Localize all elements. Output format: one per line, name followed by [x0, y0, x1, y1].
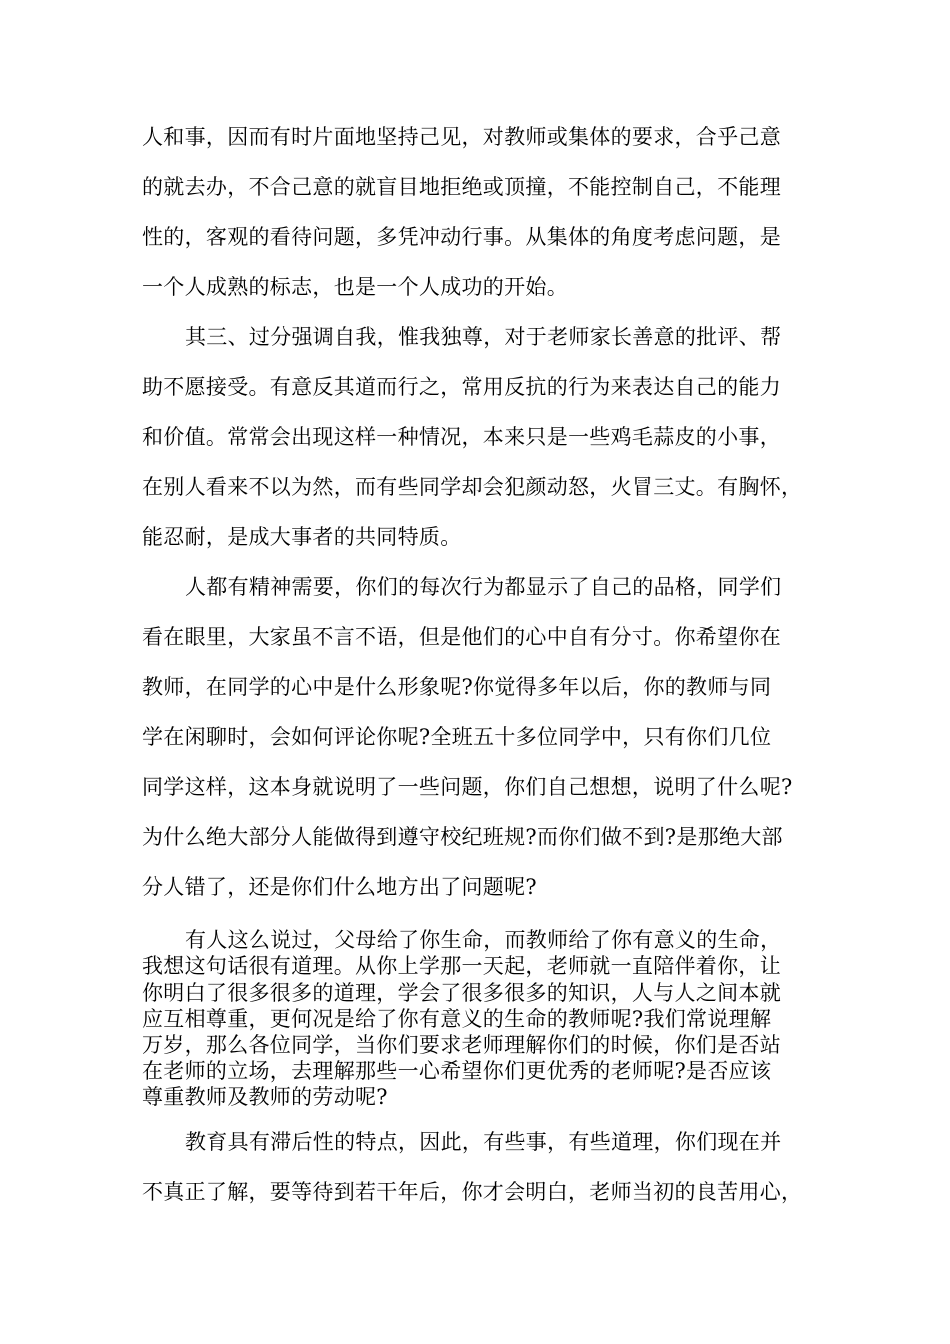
text-line: 万岁，那么各位同学，当你们要求老师理解你们的时候，你们是否站	[142, 1033, 781, 1057]
text-line: 助不愿接受。有意反其道而行之，常用反抗的行为来表达自己的能力	[142, 375, 781, 399]
text-line: 教师，在同学的心中是什么形象呢?你觉得多年以后，你的教师与同	[142, 675, 772, 699]
text-line: 一个人成熟的标志，也是一个人成功的开始。	[142, 275, 568, 299]
text-line: 在老师的立场，去理解那些一心希望你们更优秀的老师呢?是否应该	[142, 1059, 772, 1083]
text-line: 其三、过分强调自我，惟我独尊，对于老师家长善意的批评、帮	[185, 325, 782, 349]
text-line: 人都有精神需要，你们的每次行为都显示了自己的品格，同学们	[185, 575, 782, 599]
text-line: 尊重教师及教师的劳动呢?	[142, 1085, 388, 1109]
text-line: 不真正了解，要等待到若干年后，你才会明白，老师当初的良苦用心，	[142, 1180, 803, 1204]
text-line: 同学这样，这本身就说明了一些问题，你们自己想想，说明了什么呢?	[142, 775, 793, 799]
text-line: 分人错了，还是你们什么地方出了问题呢?	[142, 875, 537, 899]
text-line: 教育具有滞后性的特点，因此，有些事，有些道理，你们现在并	[185, 1130, 782, 1154]
text-line: 人和事，因而有时片面地坚持己见，对教师或集体的要求，合乎己意	[142, 125, 781, 149]
text-line: 应互相尊重，更何况是给了你有意义的生命的教师呢?我们常说理解	[142, 1007, 772, 1031]
text-line: 在别人看来不以为然，而有些同学却会犯颜动怒，火冒三丈。有胸怀，	[142, 475, 803, 499]
text-line: 有人这么说过，父母给了你生命，而教师给了你有意义的生命，	[185, 928, 782, 952]
text-line: 看在眼里，大家虽不言不语，但是他们的心中自有分寸。你希望你在	[142, 625, 781, 649]
text-line: 为什么绝大部分人能做得到遵守校纪班规?而你们做不到?是那绝大部	[142, 825, 783, 849]
text-line: 能忍耐，是成大事者的共同特质。	[142, 525, 462, 549]
text-line: 学在闲聊时，会如何评论你呢?全班五十多位同学中，只有你们几位	[142, 725, 772, 749]
text-line: 我想这句话很有道理。从你上学那一天起，老师就一直陪伴着你，让	[142, 954, 781, 978]
text-line: 你明白了很多很多的道理，学会了很多很多的知识，人与人之间本就	[142, 981, 781, 1005]
text-line: 性的，客观的看待问题，多凭冲动行事。从集体的角度考虑问题，是	[142, 225, 781, 249]
text-line: 的就去办，不合己意的就盲目地拒绝或顶撞，不能控制自己，不能理	[142, 175, 781, 199]
text-line: 和价值。常常会出现这样一种情况，本来只是一些鸡毛蒜皮的小事，	[142, 425, 781, 449]
